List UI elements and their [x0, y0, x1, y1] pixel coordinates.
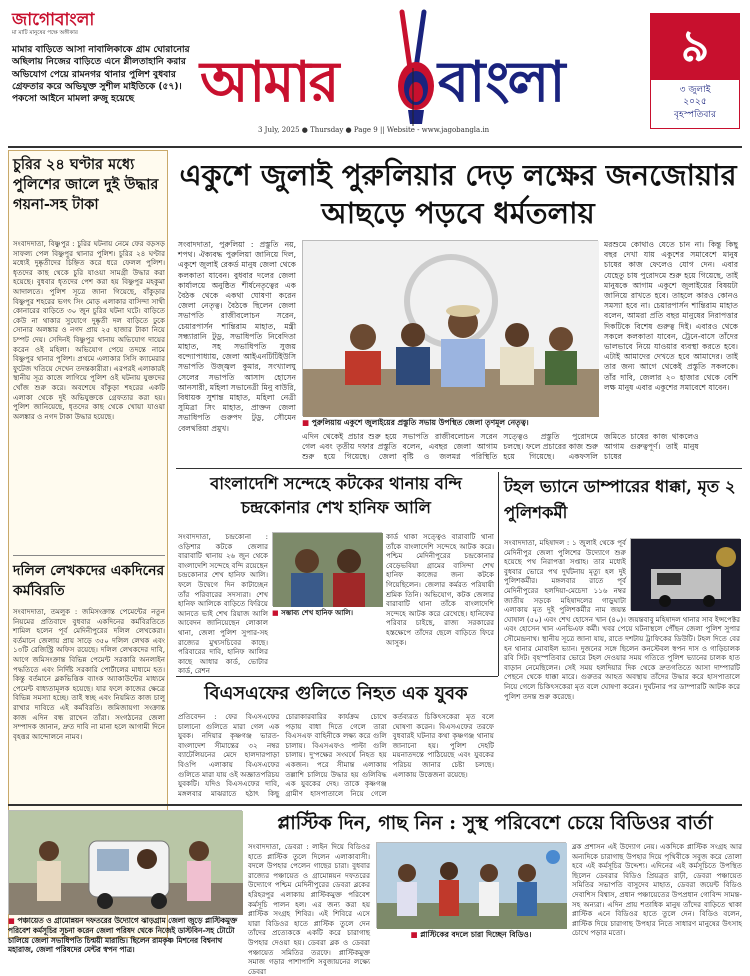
main-body-under: এদিন থেকেই প্রচার শুরু হয়ে গেল এবং তৃতীয় দফার প্রস্তুতি শুরু হয়ে গিয়েছে। জেলা সভাপতি রাজীবলোচন সরেন বলেন, এবছর জেলা আগাম বৃষ্টি ও জলমগ্ন পরিস্থিতি সত্ত্বেও প্রস্তুতি পুরোদমে চলছে। ফলে প্রচারের কাজ শুরু হয়ে গিয়েছে। একফসলি জমিতে চাষের কাজ থাকলেও আগাম গুরুত্বপূর্ণ। তাই মানুষ চাষের: [302, 432, 699, 462]
bottom-center-caption-text: প্লাস্টিকের বদলে চারা দিচ্ছেন বিডিও।: [420, 930, 532, 939]
masthead-right-word: বাংলা: [438, 49, 564, 115]
weekday-bengali: বৃহস্পতিবার: [674, 110, 716, 120]
story2-body-a: সংবাদদাতা, চন্দ্রকোনা : ওড়িশার কটকে জেলার বারাবাটি থানায় ২৬ জুন থেকে বাংলাদেশি সন্দেহে বন্দি রয়েছেন চন্দ্রকোনার শেখ হানিফ আলি। ফলে উদ্বেগে দিন কাটাচ্ছেন তাঁর পরিবারের সদস্যরা। শেখ হানিফ আলিকে বাড়িতে ফিরিয়ে আনতে ভাই শেখ রিয়াজ আলি আবেদন জানিয়েছেন লোকাল থানা, জেলা পুলিশ সুপার-সহ রাজ্যের মুখ্যসচিবের কাছে। পরিবারের দাবি, হানিফ আলির কাছে আধার কার্ড, ভোটার কার্ড, রেশন: [178, 532, 268, 676]
masthead-left-word: আমার: [200, 49, 338, 115]
bottom-left-photo: [8, 810, 242, 914]
story-theft-headline: চুরির ২৪ ঘণ্টার মধ্যে পুলিশের জালে দুই উদ্ধার গয়না-সহ টাকা: [13, 157, 159, 213]
story3-headline: টহল ভ্যানে ডাম্পারের ধাক্কা, মৃত ২ পুলিশকর্মী: [504, 477, 736, 522]
story2-photo: [272, 532, 382, 606]
story2-headline: বাংলাদেশি সন্দেহে কটকের থানায় বন্দি চন্দ্রকোনার শেখ হানিফ আলি: [210, 474, 462, 517]
main-divider: [176, 468, 742, 469]
story3-body: [504, 538, 740, 701]
story2-caption: [272, 608, 382, 620]
meeting-photo-icon: [303, 241, 599, 417]
story2-divider: [498, 472, 499, 676]
left-column-divider: [13, 555, 165, 556]
story4-body: প্রতিবেদন : ফের বিএসএফের চালানো গুলিতে মারা গেল এক যুবক। নদিয়ার কৃষ্ণগঞ্জ ভারত-বাংলাদেশ সীমান্তের ৩২ নম্বর ব্যাটেলিয়নের মেদে হালদারপাড়া বিওপি এলাকায় বিএসএফের গুলিতে মারা যায় ওই অজ্ঞাতপরিচয় যুবকটি। যদিও বিএসএফের দাবি, মঙ্গলবার মাঝরাতে হঠাৎ কিছু চোরাকারবারির কার্যক্রম চোখে পড়ায় বাধা দিতে গেলে তারা বিএসএফ বাহিনীকে লক্ষ্য করে গুলি চালায়। বিএসএফও পাল্টা গুলি চালায়। দু'পক্ষের সংঘর্ষে নিহত হয় একজন। পরে সীমান্ত এলাকায় তল্লাশি চালিয়ে উদ্ধার হয় গুলিবিদ্ধ এক যুবকের দেহ। তাকে কৃষ্ণগঞ্জ গ্রামীণ হাসপাতালে নিয়ে গেলে কর্তব্যরত চিকিৎসকেরা মৃত বলে ঘোষণা করেন। বিএসএফের তরফে বুধবারই ঘটনার কথা কৃষ্ণগঞ্জ থানায় জানানো হয়। পুলিশ দেহটি ময়নাতদন্তে পাঠিয়েছে এবং যুবকের পরিচয় জানার চেষ্টা চলছে। এলাকায় উত্তেজনা রয়েছে।: [178, 712, 494, 798]
bottom-headline: প্লাস্টিক দিন, গাছ নিন : সুস্থ পরিবেশে চেয়ে বিডিওর বার্তা: [277, 812, 713, 834]
brand-tagline: মা মাটি মানুষের পক্ষে অঙ্গীকার: [12, 30, 78, 36]
bottom-body-a: সংবাদদাতা, ডেবরা : লাইন দিয়ে বিডিওর হাতে প্লাস্টিক তুলে দিলেন এলাকাবাসী। বদলে উপহার পেলেন গাছের চারা। বুধবার রাজ্যের পঞ্চায়েত ও গ্রামোন্নয়ন দফতরের উদ্যোগে পশ্চিম মেদিনীপুরের ডেবরা ব্লকের হরিহরপুর এলাকায় প্লাস্টিকমুক্ত পরিবেশ কর্মসূচি পালন হল। এর জন্য করা হয় প্লাস্টিক সংগ্রহ শিবির। এই শিবিরে এসে যারা বিডিওর হাতে প্লাস্টিক তুলে দেন তাঁদের প্রত্যেককে একটি করে চারাগাছ উপহার দেওয়া হয়। ডেবরা ব্লক ও ডেবরা পঞ্চায়েত সমিতির তরফে। প্লাস্টিকমুক্ত সমাজ গড়ার পাশাপাশি সবুজায়নের লক্ষ্যে ডেবরা: [248, 842, 370, 976]
story2-body-b: কার্ড থাকা সত্ত্বেও বারাবাটি থানা তাঁকে বাংলাদেশি সন্দেহে আটক করে। পশ্চিম মেদিনীপুরের চন্দ্রকোনার বেড়েভবিয়া গ্রামের বাসিন্দা শেখ হানিফ কাজের জন্য কটকে গিয়েছিলেন। জেলার কর্মরত পরিযায়ী শ্রমিক তিনি। অভিযোগ, কটক জেলার বারাবাটি থানা তাঁকে বাংলাদেশি সন্দেহে আটক করে রেখেছে। হানিফের পরিবার চাইছে, রাজ্য সরকারের হস্তক্ষেপে তাঁদের ছেলে বাড়িতে ফিরে আসুক।: [386, 532, 494, 647]
main-photo-caption: [302, 418, 598, 430]
dateline: 3 July, 2025 ● Thursday ● Page 9 || Website - www.jagobangla.in: [258, 126, 490, 134]
main-headline: একুশে জুলাই পুরুলিয়ার দেড় লক্ষের জনজোয়ার আছড়ে পড়বে ধর্মতলায়: [179, 158, 737, 230]
caption-marker-icon: ■: [272, 609, 282, 617]
bottom-divider: [8, 804, 742, 806]
story2-caption-text: সম্ভাব্য শেখ হানিফ আলি।: [281, 609, 353, 617]
bottom-center-caption: [376, 930, 566, 942]
bottom-body-b: ব্লক প্রশাসন এই উদ্যোগ নেয়। একদিকে প্লাস্টিক সংগ্রহ আর অন্যদিকে চারাগাছ উপহার দিয়ে পৃথিবীকে সবুজ করে তোলা হবে এই কর্মসূচির উদ্দেশ্য। এদিনের এই কর্মসূচিতে উপস্থিত ছিলেন ডেবরার বিডিও প্রিয়ব্রত রাঢ়ী, ডেবরা পঞ্চায়েত সমিতির সভাপতি বাসুদেব মাহাত, ডেবরা জয়েন্ট বিডিও দেবাশিস বিশ্বাস, প্রধান পঞ্চায়েতের উপপ্রধান গোবিন্দ সামন্ত-সহ অন্যরা। এদিন প্রায় শতাধিক মানুষ তাঁদের বাড়িতে থাকা প্লাস্টিক এনে বিডিওর হাতে তুলে দেন। বিডিও বলেন, প্লাস্টিক দিয়ে চারাগাছ উপহার নিতে সাধারণ মানুষের উৎসাহ চোখে পড়ার মতো।: [572, 842, 742, 938]
teaser-text: মামার বাড়িতে আসা নাবালিকাকে গ্রাম ঘোরানোর অছিলায় নিজের বাড়িতে এনে শ্লীলতাহানি করার অভিযোগ পেয়ে রামনগর থানার পুলিশ বুধবার গ্রেফতার করে অভিযুক্ত সুশীল মাইতিকে (৫৭)। পকসো আইনে মামলা রুজু হয়েছে: [12, 45, 190, 105]
teaser-brand: [12, 10, 130, 38]
bottom-left-caption: [8, 916, 242, 956]
page-number-box: [650, 13, 740, 129]
bottom-left-caption-text: পঞ্চায়েত ও গ্রামোন্নয়ন দফতরের উদ্যোগে ঝাড়গ্রাম জেলা জুড়ে প্লাস্টিকমুক্ত পরিবেশ কর্মসূচির সূচনা করেন জেলা পরিষদ থেকে নিজেই ডাস্টবিন-সহ টোটো চালিয়ে জেলা সভাধিপতি চিন্ময়ী মারান্ডি। ছিলেন রামকৃষ্ণ মিশনের বিশ্বনাথ মহারাজ, জেলা পরিষদের মেন্টর স্বপন পাত্র।: [8, 916, 238, 955]
bottom-center-photo: [376, 842, 566, 928]
caption-marker-icon: ■: [410, 930, 421, 939]
main-body-right: মরশুমে কোথাও যেতে চান না। কিন্তু কিছু বছর দেখা যায় একুশের সমাবেশে মানুষ চাষের কাজ ফেলেও যোগ দেন। এবার যেহেতু চাষ পুরোদমে শুরু হয়ে গিয়েছে, তাই মানুষকে আগাম একুশে জুলাইয়ের বিষয়টা জানিয়ে রাখতে হবে। তাহলে কারও কোনও সমস্যা হবে না। চেয়ারপার্সন শান্তিরাম মাহাত বলেন, আমরা প্রতি বছর মানুষের নিরাপত্তার দিকটিকে বিশেষ গুরুত্ব দিই। এবারও থেকে সকলে কলকাতা যাবেন, ট্রেনে-বাসে তাঁদের ভালভাবে নিয়ে যাওয়ার ব্যবস্থা করতে হবে। এটাই আমাদের দেখতে হবে আমাদের। তাই তার জন্য আগে থেকেই প্রস্তুতি সকলকে। তাঁর দাবি, জেলার ২০ হাজার থেকে বেশি লক্ষ মানুষ এবার একুশের সমাবেশে যাবেন।: [604, 240, 738, 392]
story3-body-text: সংবাদদাতা, মহিষাদল : ১ জুলাই থেকে পূর্ব মেদিনীপুর জেলা পুলিশের উদ্যোগে শুরু হয়েছে পথ নিরাপত্তা সপ্তাহ। তার মধ্যেই বুধবার ভোরে পথ দুর্ঘটনায় মৃত্যু হল দুই পুলিশকর্মীর। মঙ্গলবার রাতে পূর্ব মেদিনীপুরের হলদিয়া-মেচেদা ১১৬ নম্বর জাতীয় সড়কে মহিষাদলের গাড়ুঘাটা এলাকায় মৃত দুই পুলিশকর্মীর নাম জয়ন্ত ঘোষাল (৫০) এবং শেখ হোসেন খান (৪০)। জয়ন্তবাবু মহিষাদল থানার সাব ইন্সপেক্টর এবং হোসেন খান এনভিএফ কর্মী। খবর পেয়ে ঘটনাস্থলে পৌঁছন জেলা পুলিশ সুপার সৌমেন্দ্রনাথ। স্থানীয় সূত্রে জানা যায়, রাতে দশটায় ট্রাফিকের ডিউটি। টহল দিতে বের হন থানার মোবাইল ভ্যান। দুজনের সঙ্গে ছিলেন কনস্টেবল স্বপন দাস ও গাড়িচালক রবি সিট। বৃহস্পতিবার ভোরে টহল দেওয়ার সময় গতিতে পুলিশ ভ্যানের চালক হাত বাড়ান নেমেছিলেন। সেই সময় হলদিয়ার দিক থেকে দ্রুতগতিতে আসা দাম্পারটি পেছনে থেকে ধাক্কা মারে। গুরুতর আহত অবস্থায় তাঁদের উদ্ধার করে হাসপাতালে নিয়ে গেলে চিকিৎসকেরা মৃত বলে ঘোষণা করেন। দুর্ঘটনার পর ডাম্পারটি আটক করে পুলিশ তদন্ত শুরু করেছে।: [504, 538, 740, 701]
story-deed-headline: দলিল লেখকদের একদিনের কর্মবিরতি: [13, 563, 165, 599]
accident-photo-icon: [631, 539, 741, 611]
brand-logo: জাগোবাংলা: [12, 10, 95, 30]
story4-headline: বিএসএফের গুলিতে নিহত এক যুবক: [204, 683, 468, 704]
main-photo-caption-text: পুরুলিয়ায় একুশে জুলাইয়ের প্রস্তুতি সভায় উপস্থিত জেলা তৃণমূল নেতৃত্ব।: [311, 418, 529, 427]
bdo-event-photo-icon: [377, 843, 567, 929]
toto-photo-icon: [9, 811, 243, 915]
portrait-photo-icon: [273, 533, 383, 607]
story-theft-body: সংবাদদাতা, বিষ্ণুপুর : চুরির ঘটনায় নেমে ফের বড়সড় সাফল্য পেল বিষ্ণুপুর থানার পুলিশ। চুরির ২৪ ঘণ্টার মধ্যেই দুষ্কৃতীদের চিহ্নিত করে ধরে ফেলল পুলিশ। ধৃতদের কাছ থেকে চুরি যাওয়া সামগ্রী উদ্ধার করা হয়েছে। বুধবার ধৃতদের পেশ করা হয় বিষ্ণুপুর মহকুমা আদালতে। পুলিশ সূত্রে জানা গিয়েছে, বাঁকুড়ার বিষ্ণুপুর শহরের ভগৎ সিং মোড় এলাকার বাসিন্দা সাথী কোনারের বাড়িতে ৩০ জুন চুরির ঘটনা ঘটে। বাড়িতে কেউ না থাকার সুযোগে দুষ্কৃতী দল বাড়িতে ঢুকে সোনার অলঙ্কার ও নগদ প্রায় ২৫ হাজার টাকা নিয়ে চম্পট দেয়। সেদিনই বিষ্ণুপুর থানায় অভিযোগ দায়ের করেন ওই মহিলা। অভিযোগ পেয়ে তদন্তে নামে বিষ্ণুপুর থানার পুলিশ। প্রথমে এলাকার সিসি ক্যামেরার ফুটেজ খতিয়ে দেখেন তদন্তকারীরা। এরপরই এলাকারই স্থানীয় সূত্র কাজে লাগিয়ে পুলিশ ওই ঘটনায় যুক্তদের খোঁজ শুরু করে। অবশেষে বাঁকুড়া শহরের একটি এলাকা থেকে দুই অভিযুক্তকে গ্রেফতার করা হয়। পুলিশ জানিয়েছে, ধৃতদের কাছ থেকে খোয়া যাওয়া অলঙ্কার ও নগদ টাকা উদ্ধার হয়েছে।: [13, 239, 165, 421]
story3-photo: [630, 538, 740, 610]
caption-marker-icon: ■: [302, 418, 312, 427]
page-number: ৯: [651, 14, 739, 80]
main-body-left: সংবাদদাতা, পুরুলিয়া : প্রস্তুতি নয়, শপথ। ঐক্যবদ্ধ পুরুলিয়া জানিয়ে দিল, একুশে জুলাই রেকর্ড মানুষ জেলা থেকে কলকাতা যাবেন। বুধবার দলের জেলা কার্যালয়ে অনুষ্ঠিত শীর্ষনেতৃত্বের এক বৈঠক থেকে একথা ঘোষণা করেন জেলা নেতৃত্ব। বৈঠকে ছিলেন জেলা সভাপতি রাজীবলোচন সরেন, চেয়ারপার্সন শান্তিরাম মাহাত, মন্ত্রী সন্ধ্যারানি টুডু, সভাধিপতি নিবেদিতা মাহাত, সহ সভাধিপতি সুজয় বন্দ্যোপাধ্যায়, জেলা আইএনটিটিইউসি সভাপতি উজ্জ্বল কুমার, সংখ্যালঘু সেলের সভাপতি আসাদ হোসেন আনসারী, মহিলা সভানেত্রী মিনু বাউরি, বিধায়ক সুশান্ত মাহাত, মহিলা নেত্রী সুমিত্রা সিং মাহাত, প্রাক্তন জেলা সভাধিপতি গুরুপদ টুডু, সৌমেন বেলথরিয়া প্রমুখ।: [178, 240, 296, 433]
story4-top-divider: [176, 676, 498, 677]
date-bengali: ৩ জুলাই ২০২৫: [679, 85, 711, 107]
masthead: [200, 8, 630, 136]
masthead-divider: [8, 146, 742, 148]
main-photo: [302, 240, 598, 416]
story-deed-body: সংবাদদাতা, তমলুক : জমিসংক্রান্ত পেমেন্টের নতুন নিয়মের প্রতিবাদে বুধবার একদিনের কর্মবিরতিতে শামিল হলেন পূর্ব মেদিনীপুরের দলিল লেখকেরা। বর্তমানে জেলায় প্রায় সাড়ে ৩৫০ দলিল লেখক এবং ১৩টি রেজিস্ট্রি অফিস রয়েছে। দলিল লেখকদের দাবি, আগে জমিসংক্রান্ত বিভিন্ন পেমেন্ট সরকারি অনলাইন পদ্ধতিতে এবং নির্দিষ্ট সরকারি পোর্টালের মাধ্যমে হত। কিন্তু বর্তমানে ব্লকভিত্তিক ব্যাংক অ্যাকাউন্টের মাধ্যমে পেমেন্ট বাধ্যতামূলক হয়েছে। যার ফলে কাজের ক্ষেত্রে বিভিন্ন সমস্যা হচ্ছে। তাই স্বচ্ছ এবং নিয়মিত কাজ চালু রাখার দাবিতে এই কর্মবিরতি। জমিজায়গা সংক্রান্ত কাজ এদিন বন্ধ রাখেন তাঁরা। সংগঠনের জেলা সম্পাদক জানান, দ্রুত দাবি না মানা হলে আগামী দিনে বৃহত্তর আন্দোলনে নামব।: [13, 607, 165, 741]
caption-marker-icon: ■: [8, 916, 18, 925]
